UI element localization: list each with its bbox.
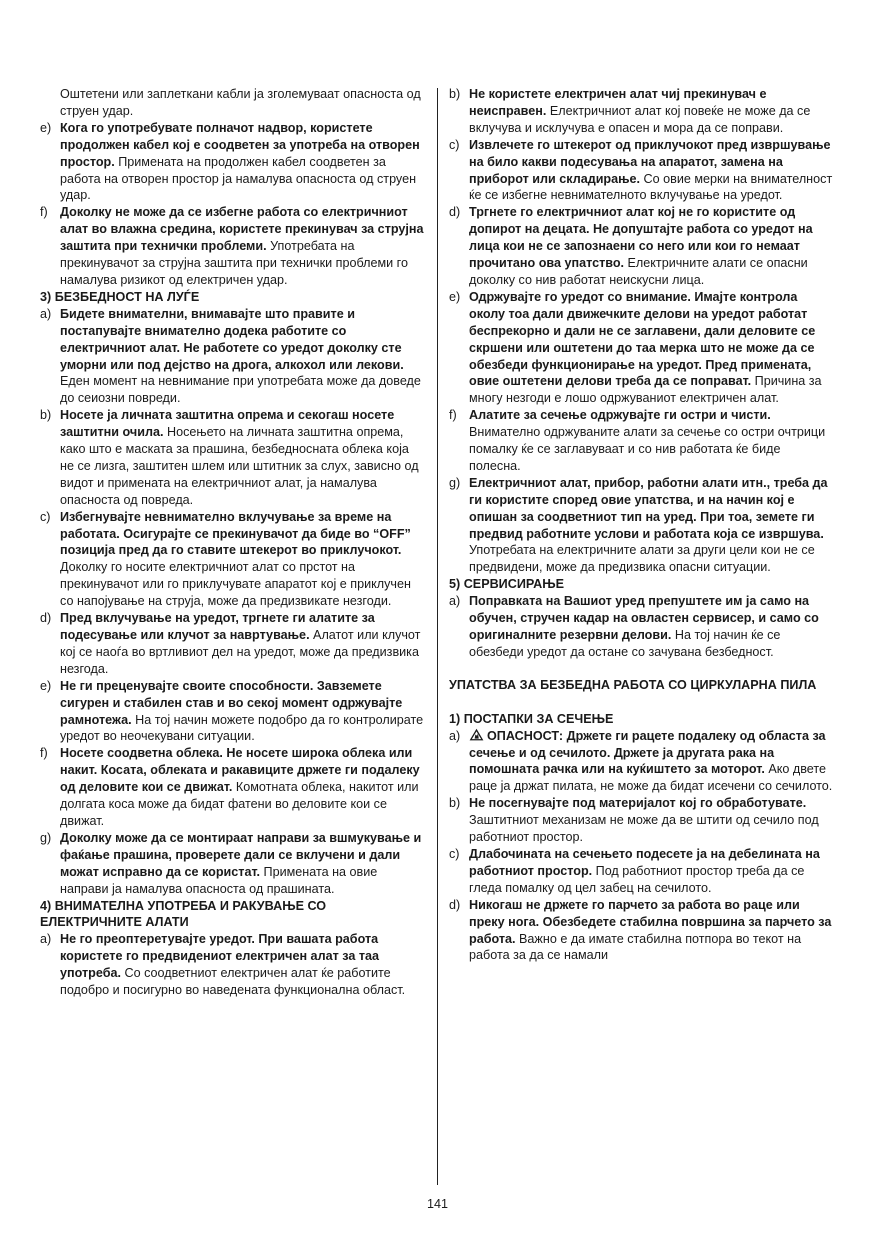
list-item: g) Електричниот алат, прибор, работни алати итн., треба да ги користите според овие упатства, и на начин кој е опишан за соодветниот тип на уред. При тоа, земете ги предвид работните услови и работата која се извршува. Употребата на електричните алати за други цели кои не се предвидени, може да предизвика опасни ситуации.: [449, 475, 828, 575]
list-item: e) Кога го употребувате полначот надвор, користете продолжен кабел кој е соодветен за употреба на отворен простор. Примената на продолжен кабел соодветен за работа на отворен простор ја намалува опасноста од струен удар.: [40, 120, 420, 203]
warning-icon: [469, 728, 484, 741]
list-item: a) Бидете внимателни, внимавајте што правите и постапувајте внимателно додека работите со електричниот алат. Не работете со уредот доколку сте уморни или под дејство на дрога, алкохол или лекови. Еден момент на невнимание при употребата може да доведе до сеиозни повреди.: [40, 306, 421, 406]
list-item: e) Не ги преценувајте своите способности. Завземете сигурен и стабилен став и во секој момент одржувајте рамнотежа. На тој начин можете подобро да го контролирате уредот во неочекувани ситуации.: [40, 678, 424, 744]
list-item: f) Алатите за сечење одржувајте ги остри и чисти. Внимателно одржуваните алати за сечење со остри очтрици помалку ќе се заглавуваат и со нив работата ќе биде полесна.: [449, 408, 826, 473]
column-divider: [437, 88, 438, 1185]
spacer: [449, 661, 834, 677]
main-heading: УПАТСТВА ЗА БЕЗБЕДНА РАБОТА СО ЦИРКУЛАРНА ПИЛА: [449, 677, 817, 692]
section-title: 4) ВНИМАТЕЛНА УПОТРЕБА И РАКУВАЊЕ СО ЕЛЕКТРИЧНИТЕ АЛАТИ: [40, 898, 327, 930]
list-item: e) Одржувајте го уредот со внимание. Имајте контрола околу тоа дали движечките делови на уредот работат беспрекорно и дали не се заглавени, дали деловите се скршени или оштетени до таа мерка што не може да се обезбеди функционирање на уредот. Пред примената, овие оштетени делови треба да се поправат. Причина за многу незгоди е лошо одржуваниот електричен алат.: [449, 289, 822, 406]
list-item: f) Носете соодветна облека. Не носете широка облека или накит. Косата, облеката и ракавиците држете ги подалеку од деловите кои се движат. Комотната облека, накитот или долгата коса може да бидат фатени во деловите кои се движат.: [40, 746, 420, 828]
list-item: a) ОПАСНОСТ: Држете ги рацете подалеку од областа за сечење и од сечилото. Држете ја другата рака на помошната рачка или на куќиштето за моторот. Ако двете раце ја држат пилата, не може да бидат исечени со сечилото.: [449, 728, 833, 794]
list-item: b) Не посегнувајте под материјалот кој го обработувате. Заштитниот механизам не може да ве штити од сечило под работниот простор.: [449, 796, 819, 845]
page-number: 141: [426, 1197, 448, 1211]
left-column: [40, 86, 426, 999]
section-title: 3) БЕЗБЕДНОСТ НА ЛУЃЕ: [40, 289, 200, 304]
continuation-text: Оштетени или заплеткани кабли ја зголемуваат опасноста од струен удар.: [60, 87, 421, 118]
list-item: d) Тргнете го електричниот алат кој не го користите од допирот на децата. Не допуштајте работа со уредот на лица кои не се запознаени со него или кои го немаат прочитано ова упатство. Електричните алати се опасни доколку со нив работат неискусни лица.: [449, 205, 813, 287]
spacer: [449, 694, 834, 711]
list-item: f) Доколку не може да се избегне работа со електричниот алат во влажна средина, користете прекинувач за струјна заштита при технички проблеми. Употребата на прекинувачот за струјна заштита при технички проблеми го намалува ризикот од електричен удар.: [40, 205, 424, 287]
right-column: [449, 86, 834, 964]
section-title: 1) ПОСТАПКИ ЗА СЕЧЕЊЕ: [449, 711, 614, 726]
list-item: c) Извлечете го штекерот од приклучокот пред извршување на било какви подесувања на апаратот, замена на приборот или складирање. Со овие мерки на внимателност ќе се избегне невнимателното вклучување на уредот.: [449, 137, 833, 203]
list-item: c) Избегнувајте невнимателно вклучување за време на работата. Осигурајте се прекинувачот да биде во “OFF” позиција пред да го ставите штекерот во приклучокот. Доколку го носите електричниот алат со прстот на прекинувачот или го приклучувате апаратот кој е приклучен со напојување на струја, може да предизвикате незгоди.: [40, 509, 411, 609]
list-item: a) Поправката на Вашиот уред препуштете им ја само на обучен, стручен кадар на овластен сервисер, и само со оригиналните резервни делови. На тој начин ќе се обезбеди уредот да остане со зачувана безбедност.: [449, 594, 819, 659]
list-item: a) Не го преоптеретувајте уредот. При вашата работа користете го предвидениот електричен алат за таа употреба. Со соодветниот електричен алат ќе работите подобро и посигурно во наведената функционална област.: [40, 932, 406, 998]
section-title: 5) СЕРВИСИРАЊЕ: [449, 577, 565, 592]
list-item: d) Никогаш не држете го парчето за работа во раце или преку нога. Обезбедете стабилна површина за парчето за работа. Важно е да имате стабилна потпора во текот на работа за да се намали: [449, 897, 832, 963]
list-item: g) Доколку може да се монтираат направи за вшмукување и фаќање прашина, проверете дали се вклучени и дали можат исправно да се користат. Примената на овие направи ја намалува опасноста од прашината.: [40, 830, 422, 896]
list-item: c) Длабочината на сечењето подесете ја на дебелината на работниот простор. Под работниот простор треба да се гледа помалку од цел забец на сечилото.: [449, 846, 820, 895]
list-item: b) Не користете електричен алат чиј прекинувач е неисправен. Електричниот алат кој повеќе не може да се вклучува и исклучува е опасен и мора да се поправи.: [449, 87, 811, 135]
list-item: d) Пред вклучување на уредот, тргнете ги алатите за подесување или клучот за навртување. Алатот или клучот кој се наоѓа во вртливиот дел на уредот, може да предизвика незгода.: [40, 611, 421, 676]
list-item: b) Носете ја личната заштитна опрема и секогаш носете заштитни очила. Носењето на личната заштитна опрема, како што е маската за прашина, безбедносната облека која не се лизга, заштитен шлем или штитник за слух, зависно од видот и примената на електричниот алат, ја намалува опасноста од повреда.: [40, 408, 419, 507]
